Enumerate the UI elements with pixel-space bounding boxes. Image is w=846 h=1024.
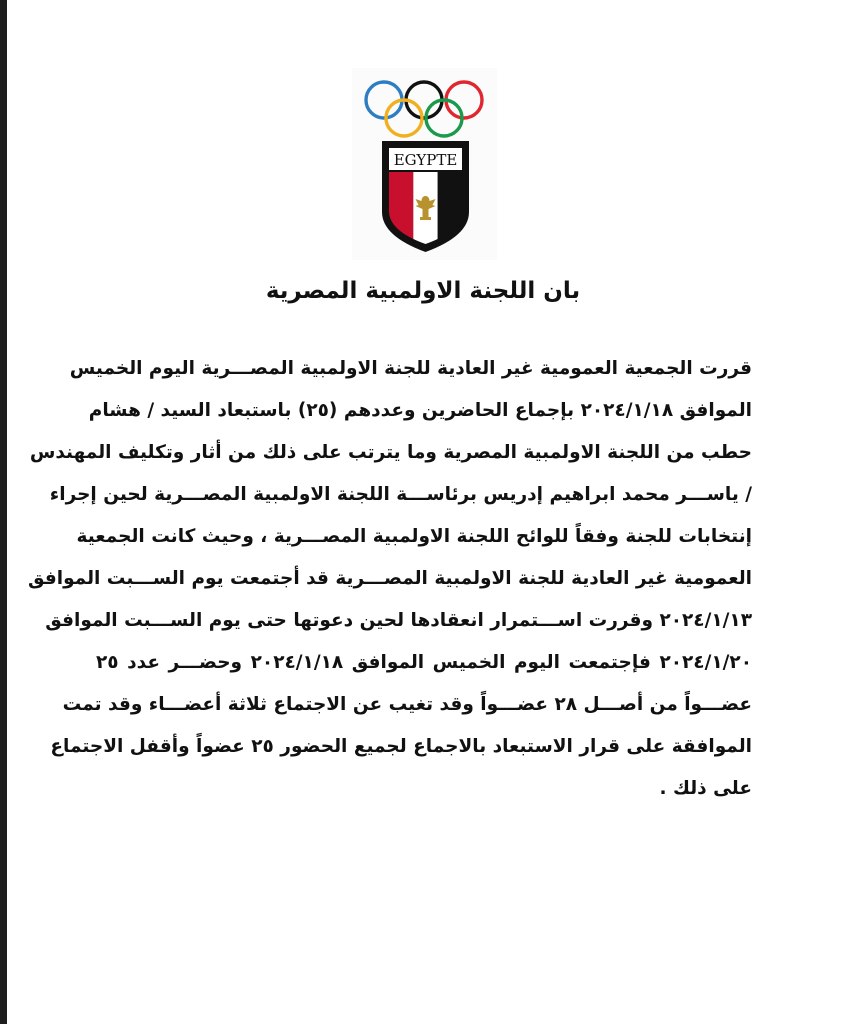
- statement-line: الموافقة على قرار الاستبعاد بالاجماع لجميع الحضور ٢٥ عضواً وأقفل الاجتماع: [50, 736, 752, 757]
- statement-line: / ياســـر محمد ابراهيم إدريس برئاســـة اللجنة الاولمبية المصـــرية لحين إجراء: [49, 484, 752, 505]
- left-edge-border: [0, 0, 7, 1024]
- statement-line: الموافق ٢٠٢٤/١/١٨ بإجماع الحاضرين وعددهم (٢٥) باستبعاد السيد / هشام: [88, 400, 752, 421]
- olympic-rings-icon: [366, 82, 482, 136]
- statement-line: ٢٠٢٤/١/٢٠ فإجتمعت اليوم الخميس الموافق ٢٠٢٤/١/١٨ وحضـــر عدد ٢٥: [96, 652, 752, 673]
- page-title: بان اللجنة الاولمبية المصرية: [265, 278, 581, 304]
- egypt-flag-shield-icon: [382, 141, 469, 252]
- statement-line: حطب من اللجنة الاولمبية المصرية وما يترتب على ذلك من أثار وتكليف المهندس: [29, 442, 752, 463]
- egypt-olympic-committee-logo: [352, 68, 497, 260]
- statement-line: إنتخابات للجنة وفقاً للوائح اللجنة الاولمبية المصـــرية ، وحيث كانت الجمعية: [76, 526, 752, 547]
- statement-line: على ذلك .: [659, 778, 752, 799]
- statement-line: ٢٠٢٤/١/١٣ وقررت اســـتمرار انعقادها لحين دعوتها حتى يوم الســـبت الموافق: [45, 610, 752, 631]
- statement-line: عضـــواً من أصـــل ٢٨ عضـــواً وقد تغيب عن الاجتماع ثلاثة أعضـــاء وقد تمت: [62, 694, 752, 715]
- statement-line: العمومية غير العادية للجنة الاولمبية المصـــرية قد أجتمعت يوم الســـبت الموافق: [27, 568, 752, 589]
- logo-egypte-text: EGYPTE: [393, 151, 458, 169]
- statement-body: [27, 348, 752, 810]
- statement-line: قررت الجمعية العمومية غير العادية للجنة الاولمبية المصـــرية اليوم الخميس: [69, 358, 752, 379]
